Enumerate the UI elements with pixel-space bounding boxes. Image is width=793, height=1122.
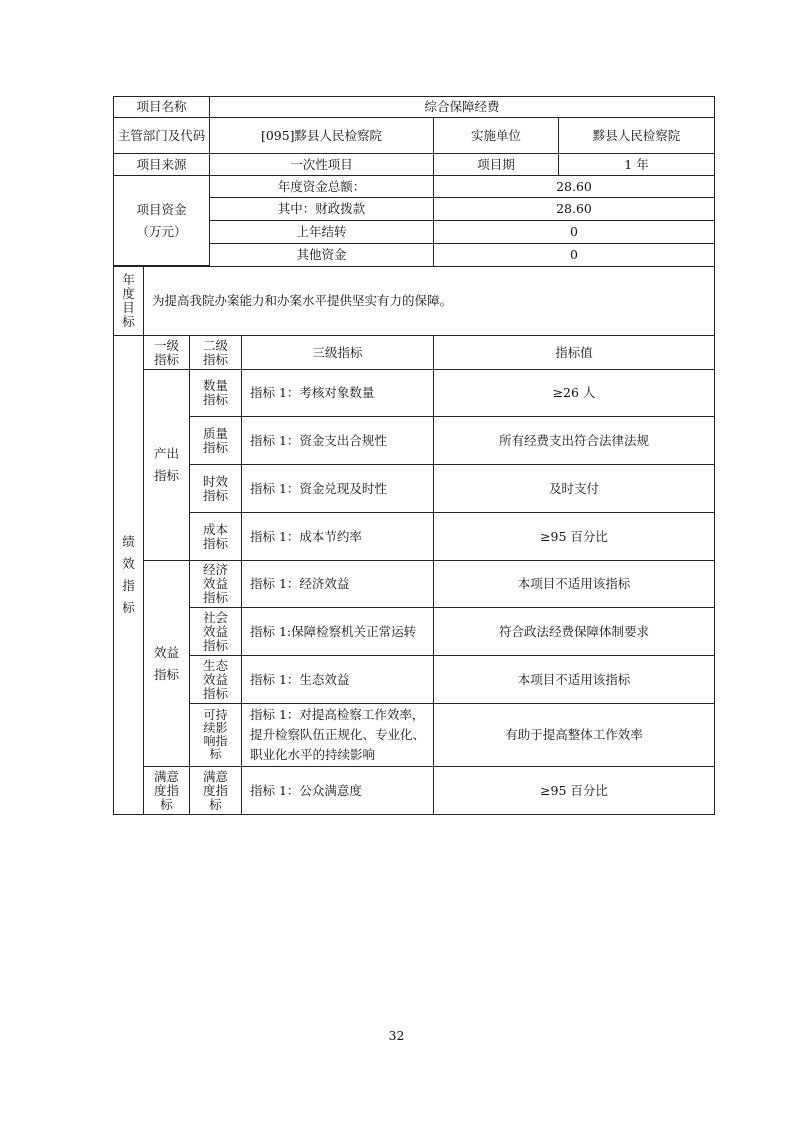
dept-value: [095]黟县人民检察院 <box>209 117 434 154</box>
funds-other-value: 0 <box>433 243 715 267</box>
indicator-value: 本项目不适用该指标 <box>433 655 715 704</box>
indicator-value: 符合政法经费保障体制要求 <box>433 607 715 656</box>
level3-cell: 指标 1：经济效益 <box>241 560 434 608</box>
level2-cell: 社会效益指标 <box>189 607 242 656</box>
impl-label: 实施单位 <box>433 117 559 154</box>
level2-cell: 经济效益指标 <box>189 560 242 608</box>
level2-cell: 时效指标 <box>189 464 242 513</box>
indicator-value: 有助于提高整体工作效率 <box>433 703 715 767</box>
indicator-value: 本项目不适用该指标 <box>433 560 715 608</box>
indicator-value: 所有经费支出符合法律法规 <box>433 416 715 465</box>
source-value: 一次性项目 <box>209 153 434 176</box>
level3-cell: 指标 1：对提高检察工作效率，提升检察队伍正规化、专业化、职业化水平的持续影响 <box>241 703 434 767</box>
level2-cell: 质量指标 <box>189 416 242 465</box>
annual-goal-label: 年度目标 <box>113 266 144 336</box>
funds-carryover-value: 0 <box>433 220 715 244</box>
level1-benefit: 效益指标 <box>143 560 190 767</box>
level3-cell: 指标 1：公众满意度 <box>241 766 434 815</box>
project-name-label: 项目名称 <box>113 96 210 118</box>
level2-cell: 数量指标 <box>189 369 242 417</box>
period-label: 项目期 <box>433 153 559 176</box>
indicator-value: ≥95 百分比 <box>433 766 715 815</box>
funds-label: 项目资金（万元） <box>113 175 210 266</box>
level2-cell: 成本指标 <box>189 512 242 561</box>
level1-satisfaction: 满意度指标 <box>143 766 190 815</box>
level3-cell: 指标 1：生态效益 <box>241 655 434 704</box>
level1-output: 产出指标 <box>143 369 190 561</box>
header-value: 指标值 <box>433 335 715 370</box>
annual-goal-text: 为提高我院办案能力和办案水平提供坚实有力的保障。 <box>143 266 715 336</box>
dept-label: 主管部门及代码 <box>113 117 210 154</box>
funds-other-label: 其他资金 <box>209 243 434 267</box>
level2-cell: 满意度指标 <box>189 766 242 815</box>
level3-cell: 指标 1：资金支出合规性 <box>241 416 434 465</box>
level2-cell: 生态效益指标 <box>189 655 242 704</box>
level2-cell: 可持续影响指标 <box>189 703 242 767</box>
period-value: 1 年 <box>558 153 715 176</box>
funds-total-value: 28.60 <box>433 175 715 198</box>
source-label: 项目来源 <box>113 153 210 176</box>
level3-cell: 指标 1：成本节约率 <box>241 512 434 561</box>
level3-cell: 指标 1:保障检察机关正常运转 <box>241 607 434 656</box>
header-level1: 一级指标 <box>143 335 190 370</box>
funds-fiscal-label: 其中：财政拨款 <box>209 197 434 221</box>
funds-carryover-label: 上年结转 <box>209 220 434 244</box>
indicator-value: 及时支付 <box>433 464 715 513</box>
project-name-value: 综合保障经费 <box>209 96 715 118</box>
funds-fiscal-value: 28.60 <box>433 197 715 221</box>
level3-cell: 指标 1：资金兑现及时性 <box>241 464 434 513</box>
level3-cell: 指标 1：考核对象数量 <box>241 369 434 417</box>
impl-value: 黟县人民检察院 <box>558 117 715 154</box>
header-level2: 二级指标 <box>189 335 242 370</box>
header-level3: 三级指标 <box>241 335 434 370</box>
indicator-value: ≥95 百分比 <box>433 512 715 561</box>
page-number: 32 <box>388 1028 405 1043</box>
performance-label: 绩效指标 <box>113 335 144 815</box>
indicator-value: ≥26 人 <box>433 369 715 417</box>
funds-total-label: 年度资金总额： <box>209 175 434 198</box>
